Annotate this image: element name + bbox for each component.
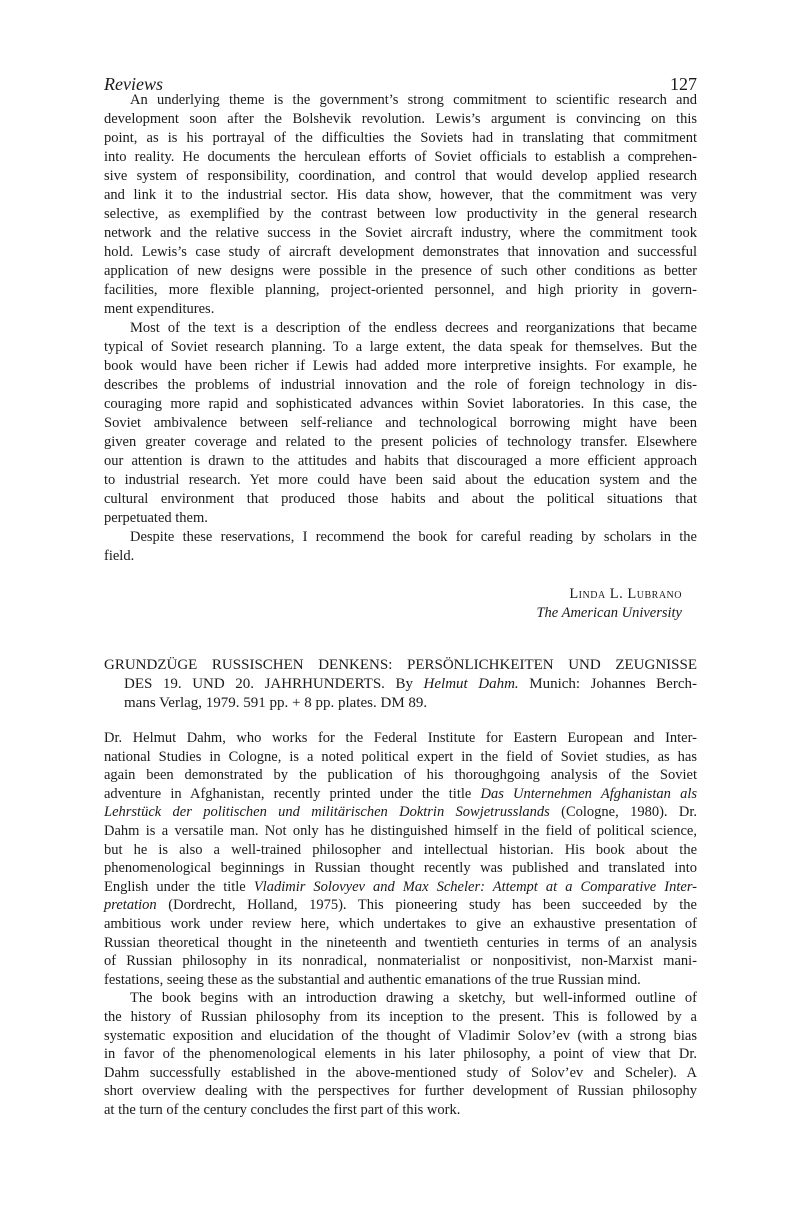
review1-body <box>104 91 697 566</box>
text-line <box>104 729 697 748</box>
page-number: 127 <box>670 74 697 94</box>
text-line <box>104 822 697 841</box>
text-line <box>104 1064 697 1083</box>
text-line: couraging more rapid and sophisticated advances within Soviet laboratories. In this case, the <box>104 396 697 412</box>
text-line <box>104 1101 697 1120</box>
italic-text: pretation <box>104 897 157 914</box>
text-segment: festations, seeing these as the substantial and authentic emanations of the true Russian mind. <box>104 971 641 988</box>
text-segment: in favor of the phenomenological elements in his later philosophy, a point of view that Dr. <box>104 1046 697 1063</box>
text-line: application of new designs were possible in the presence of such other conditions as better <box>104 263 697 279</box>
reviewer-affiliation: The American University <box>536 605 682 621</box>
text-line: sive system of responsibility, coordination, and control that would develop applied research <box>104 168 697 184</box>
text-line <box>104 694 697 713</box>
text-segment: Munich: Johannes Berch- <box>518 676 697 692</box>
text-line <box>104 915 697 934</box>
text-line <box>104 766 697 785</box>
text-line: network and the relative success in the Soviet aircraft industry, where the commitment took <box>104 225 697 241</box>
text-line: to industrial research. Yet more could have been said about the education system and the <box>104 472 697 488</box>
text-segment: Dahm is a versatile man. Not only has he distinguished himself in the field of political science, <box>104 822 697 839</box>
text-segment: Russian theoretical thought in the nineteenth and twentieth centuries in terms of an analysis <box>104 934 697 951</box>
text-line <box>104 952 697 971</box>
text-segment: The book begins with an introduction drawing a sketchy, but well-informed outline of <box>130 990 697 1007</box>
text-line: Soviet ambivalence between self-reliance and technological borrowing might have been <box>104 415 697 431</box>
text-segment: the history of Russian philosophy from its inception to the present. This is followed by a <box>104 1008 697 1025</box>
text-line: field. <box>104 548 135 564</box>
italic-text: Das Unternehmen Afghanistan als <box>480 785 698 802</box>
text-line <box>104 785 697 804</box>
text-line: into reality. He documents the herculean efforts of Soviet officials to establish a comprehen- <box>104 149 697 165</box>
text-line <box>104 1027 697 1046</box>
text-line: development soon after the Bolshevik revolution. Lewis’s argument is convincing on this <box>104 111 697 127</box>
text-line: hold. Lewis’s case study of aircraft development demonstrates that innovation and successful <box>104 244 697 260</box>
text-line <box>104 841 697 860</box>
italic-text: Helmut Dahm. <box>423 676 519 692</box>
italic-text: Vladimir Solovyev and Max Scheler: Attempt at a Comparative Inter- <box>253 878 697 895</box>
text-line: ment expenditures. <box>104 301 215 317</box>
review2-body <box>104 729 697 1119</box>
text-line <box>104 656 697 675</box>
text-line <box>104 971 697 990</box>
text-segment: again been demonstrated by the publication of his thoroughgoing analysis of the Soviet <box>104 767 697 784</box>
review2-heading <box>104 656 697 713</box>
text-line: typical of Soviet research planning. To a large extent, the data speak for themselves. But the <box>104 339 697 355</box>
text-segment: short overview dealing with the perspectives for further development of Russian philosophy <box>104 1083 697 1100</box>
text-line <box>104 859 697 878</box>
text-line: cultural environment that produced those habits and about the political situations that <box>104 491 697 507</box>
text-segment: but he is also a well-trained philosopher and intellectual historian. His book about the <box>104 841 697 858</box>
running-head: Reviews <box>104 74 163 94</box>
text-line: An underlying theme is the government’s strong commitment to scientific research and <box>130 92 697 108</box>
text-segment: adventure in Afghanistan, recently printed under the title <box>104 785 481 802</box>
text-line <box>104 1045 697 1064</box>
text-line: perpetuated them. <box>104 510 208 526</box>
text-segment: ambitious work under review here, which undertakes to give an exhaustive presentation of <box>104 915 697 932</box>
text-line <box>104 748 697 767</box>
text-segment: GRUNDZÜGE RUSSISCHEN DENKENS: PERSÖNLICHKEITEN UND ZEUGNISSE <box>104 657 697 673</box>
text-line <box>104 1008 697 1027</box>
text-line <box>104 803 697 822</box>
italic-text: Lehrstück der politischen und militärischen Doktrin Sowjetrusslands <box>104 804 550 821</box>
text-line <box>104 934 697 953</box>
text-segment: (Dordrecht, Holland, 1975). This pioneering study has been succeeded by the <box>156 897 697 914</box>
text-line: selective, as exemplified by the contrast between low productivity in the general research <box>104 206 697 222</box>
text-line: book would have been richer if Lewis had added more interpretive insights. For example, he <box>104 358 697 374</box>
text-line: Most of the text is a description of the endless decrees and reorganizations that became <box>130 320 697 336</box>
text-line <box>104 878 697 897</box>
text-segment: English under the title <box>104 878 254 895</box>
text-line: our attention is drawn to the attitudes and habits that discouraged a more efficient approach <box>104 453 697 469</box>
text-segment: national Studies in Cologne, is a noted political expert in the field of Soviet studies, as has <box>104 748 697 765</box>
text-line: facilities, more flexible planning, project-oriented personnel, and high priority in govern- <box>104 282 697 298</box>
reviewer-name: Linda L. Lubrano <box>569 586 682 602</box>
text-line: Despite these reservations, I recommend the book for careful reading by scholars in the <box>130 529 697 545</box>
text-segment: at the turn of the century concludes the first part of this work. <box>104 1101 461 1118</box>
text-segment: Dahm successfully established in the above-mentioned study of Solov’ev and Scheler). A <box>104 1064 697 1081</box>
text-line <box>104 675 697 694</box>
text-segment: DES 19. UND 20. JAHRHUNDERTS. By <box>124 676 424 692</box>
text-segment: Dr. Helmut Dahm, who works for the Federal Institute for Eastern European and Inter- <box>104 730 697 746</box>
text-line: given greater coverage and related to the present policies of technology transfer. Elsewhere <box>104 434 697 450</box>
text-line <box>104 1082 697 1101</box>
text-line: and link it to the industrial sector. His data show, however, that the commitment was very <box>104 187 697 203</box>
text-line <box>104 989 697 1008</box>
text-line: point, as is his portrayal of the difficulties the Soviets had in translating that commitment <box>104 130 697 146</box>
text-segment: (Cologne, 1980). Dr. <box>549 804 697 821</box>
text-line: describes the problems of industrial innovation and the role of foreign technology in dis- <box>104 377 697 393</box>
text-segment: systematic exposition and elucidation of the thought of Vladimir Solov’ev (with a strong bias <box>104 1027 697 1044</box>
text-segment: phenomenological beginnings in Russian thought recently was published and translated into <box>104 860 697 877</box>
text-segment: mans Verlag, 1979. 591 pp. + 8 pp. plates. DM 89. <box>124 695 428 711</box>
text-line <box>104 896 697 915</box>
text-segment: of Russian philosophy in its nonradical, nonmaterialist or nonpositivist, non-Marxist mani- <box>104 953 697 970</box>
